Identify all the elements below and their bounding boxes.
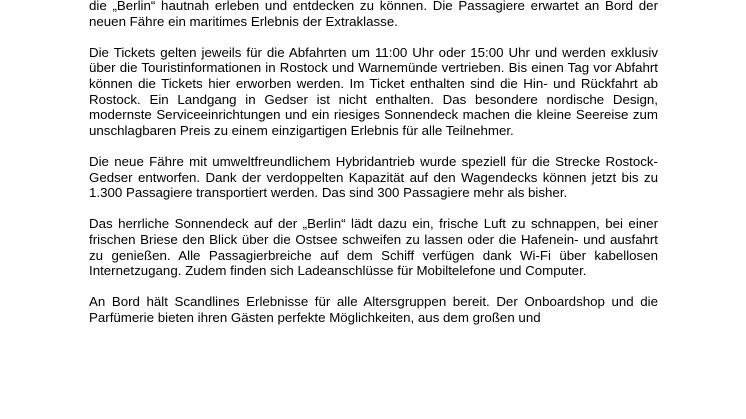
paragraph-intro-continuation: die „Berlin“ hautnah erleben und entdecken zu können. Die Passagiere erwartet an Bord der neuen Fähre ein maritimes Erlebnis der Extraklasse. (89, 0, 658, 29)
paragraph-onboard-experiences: An Bord hält Scandlines Erlebnisse für alle Altersgruppen bereit. Der Onboardshop und die Parfümerie bieten ihren Gästen perfekte Möglichkeiten, aus dem großen und (89, 294, 658, 325)
document-body (89, 0, 658, 341)
paragraph-tickets: Die Tickets gelten jeweils für die Abfahrten um 11:00 Uhr oder 15:00 Uhr und werden exklusiv über die Touristinformationen in Rostock und Warnemünde vertrieben. Bis einen Tag vor Abfahrt können die Tickets hier erworben werden. Im Ticket enthalten sind die Hin- und Rückfahrt ab Rostock. Ein Landgang in Gedser ist nicht enthalten. Das besondere nordische Design, modernste Serviceeinrichtungen und ein riesiges Sonnendeck machen die kleine Seereise zum unschlagbaren Preis zu einem einzigartigen Erlebnis für alle Teilnehmer. (89, 44, 658, 138)
paragraph-ferry-capacity: Die neue Fähre mit umweltfreundlichem Hybridantrieb wurde speziell für die Strecke Rostock-Gedser entworfen. Dank der verdoppelten Kapazität auf den Wagendecks können jetzt bis zu 1.300 Passagiere transportiert werden. Das sind 300 Passagiere mehr als bisher. (89, 153, 658, 201)
paragraph-sun-deck: Das herrliche Sonnendeck auf der „Berlin“ lädt dazu ein, frische Luft zu schnappen, bei einer frischen Briese den Blick über die Ostsee schweifen zu lassen oder die Hafenein- und ausfahrt zu genießen. Alle Passagierbreiche auf dem Schiff verfügen dank Wi-Fi über kabellosen Internetzugang. Zudem finden sich Ladeanschlüsse für Mobiltelefone und Computer. (89, 216, 658, 279)
